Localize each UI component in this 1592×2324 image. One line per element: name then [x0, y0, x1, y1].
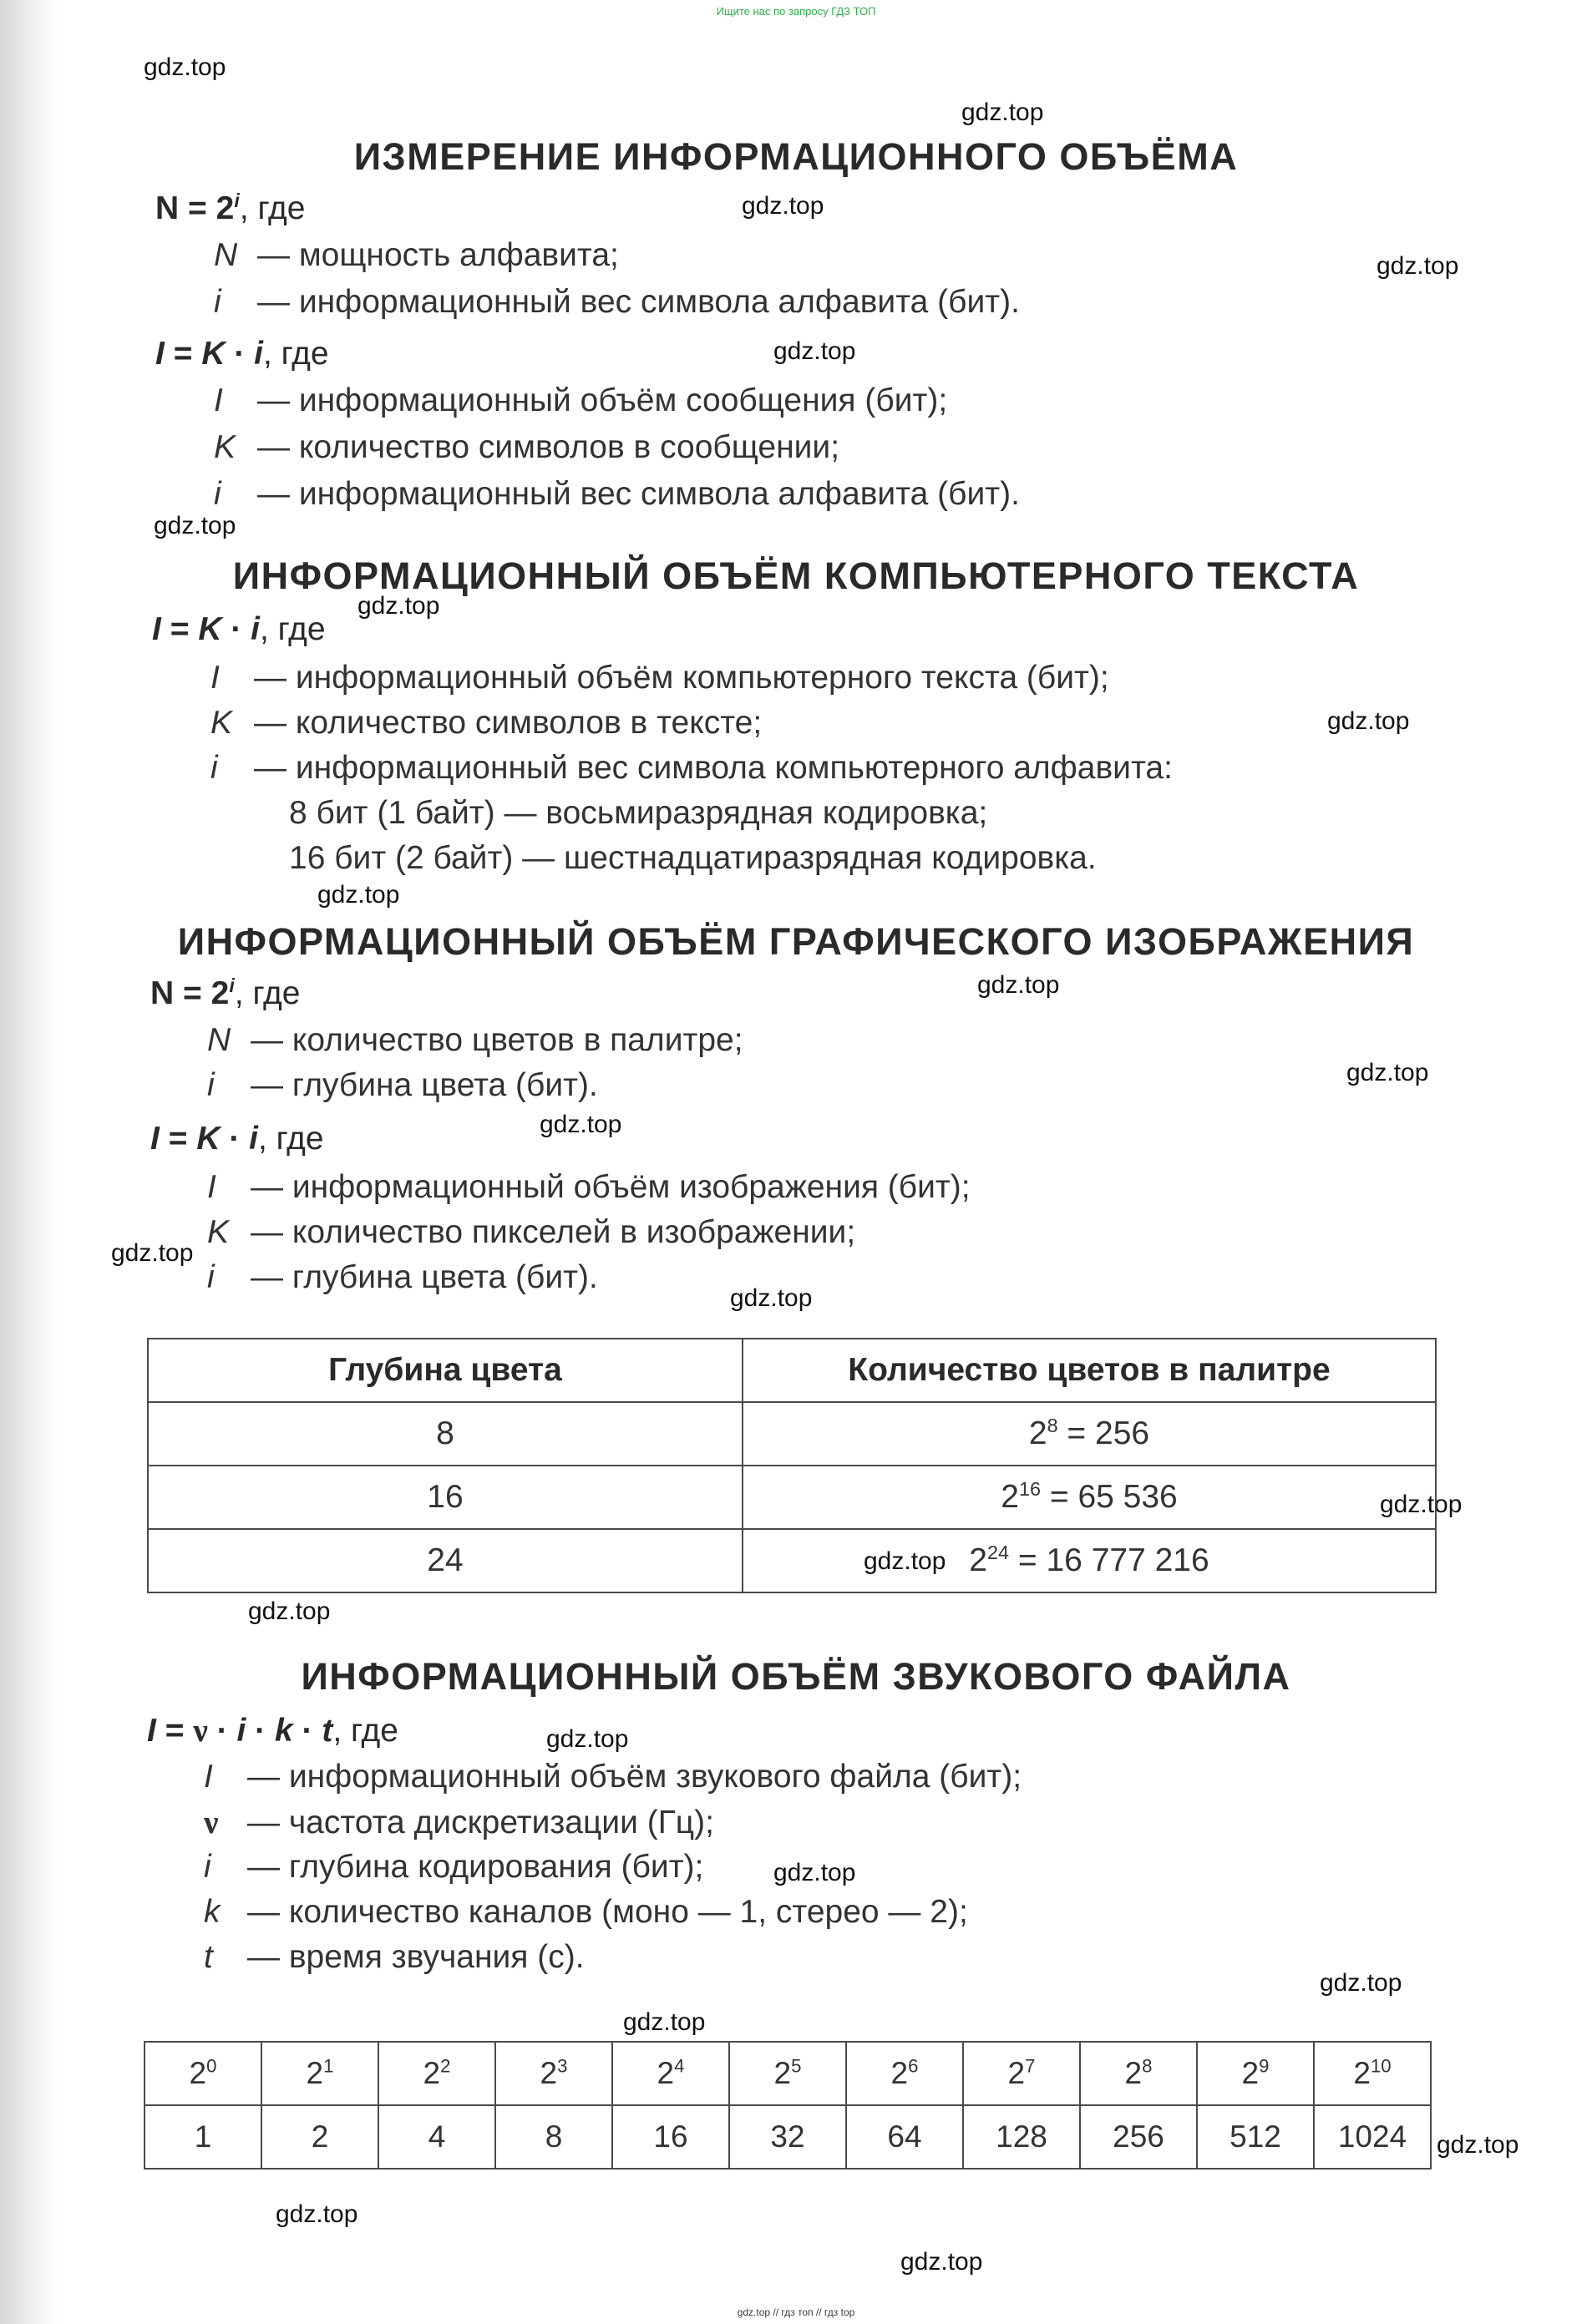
watermark: gdz.top	[1346, 1059, 1429, 1086]
definition-line: i — глубина кодирования (бит);	[204, 1849, 704, 1885]
value-cell: 128	[963, 2105, 1080, 2169]
power-cell: $2^{10}$	[1314, 2042, 1431, 2105]
watermark: gdz.top	[977, 971, 1060, 999]
watermark: gdz.top	[1327, 707, 1410, 735]
power-cell: $2^3$	[495, 2042, 612, 2105]
definition-line: N — количество цветов в палитре;	[207, 1022, 743, 1058]
value-cell: 256	[1080, 2105, 1197, 2169]
value-cell: 1	[144, 2105, 261, 2169]
depth-cell: 8	[148, 1402, 743, 1466]
watermark: gdz.top	[1377, 252, 1459, 280]
watermark: gdz.top	[154, 512, 236, 539]
value-cell: 4	[378, 2105, 495, 2169]
watermark: gdz.top	[730, 1284, 813, 1312]
formula-N-equals-2-pow-i: N = 2$^i$, где	[150, 975, 301, 1011]
definition-line: I — информационный объём звукового файла (бит);	[204, 1759, 1022, 1795]
values-row	[144, 2105, 1431, 2169]
watermark: gdz.top	[773, 337, 856, 365]
watermark: gdz.top	[248, 1597, 331, 1625]
watermark: gdz.top	[276, 2200, 358, 2228]
definition-line: K — количество символов в тексте;	[210, 705, 763, 741]
value-cell: 512	[1197, 2105, 1314, 2169]
formula-I-equals-nu-i-k-t: I = ν · i · k · t, где	[147, 1713, 398, 1749]
value-cell: 32	[729, 2105, 846, 2169]
definition-line: i — информационный вес символа компьютерного алфавита:	[210, 750, 1173, 786]
table-row	[148, 1466, 1436, 1529]
definition-line: i — глубина цвета (бит).	[207, 1259, 598, 1295]
power-cell: $2^4$	[612, 2042, 729, 2105]
table-header-row	[148, 1339, 1436, 1402]
watermark: gdz.top	[540, 1111, 622, 1138]
watermark: gdz.top	[357, 592, 440, 620]
definition-line: I — информационный объём изображения (бит);	[207, 1169, 971, 1205]
power-cell: $2^5$	[729, 2042, 846, 2105]
definition-line: I — информационный объём сообщения (бит);	[214, 382, 948, 418]
formula-I-equals-K-times-i: I = K · i, где	[152, 611, 326, 647]
top-search-hint[interactable]: Ищите нас по запросу ГДЗ ТОП	[716, 5, 876, 18]
watermark: gdz.top	[742, 192, 824, 220]
definition-line: i — информационный вес символа алфавита (бит).	[214, 284, 1020, 320]
watermark: gdz.top	[1380, 1491, 1463, 1518]
encoding-line: 16 бит (2 байт) — шестнадцатиразрядная кодировка.	[289, 840, 1097, 876]
definition-line: t — время звучания (с).	[204, 1939, 585, 1975]
power-cell: $2^0$	[144, 2042, 261, 2105]
section-title-sound-file: ИНФОРМАЦИОННЫЙ ОБЪЁМ ЗВУКОВОГО ФАЙЛА	[301, 1655, 1291, 1698]
watermark: gdz.top	[773, 1859, 856, 1886]
power-cell: $2^2$	[378, 2042, 495, 2105]
colors-cell: $2^{24} = 16$ 777 216	[743, 1529, 1436, 1592]
definition-line: I — информационный объём компьютерного текста (бит);	[210, 660, 1109, 696]
definition-line: N — мощность алфавита;	[214, 237, 619, 273]
section-title-computer-text: ИНФОРМАЦИОННЫЙ ОБЪЁМ КОМПЬЮТЕРНОГО ТЕКСТА	[232, 554, 1360, 597]
depth-cell: 24	[148, 1529, 743, 1592]
value-cell: 64	[846, 2105, 963, 2169]
watermark: gdz.top	[546, 1725, 629, 1753]
color-depth-table	[147, 1338, 1437, 1593]
powers-row	[144, 2042, 1431, 2105]
definition-line: i — информационный вес символа алфавита (бит).	[214, 476, 1020, 512]
watermark: gdz.top	[1320, 1969, 1402, 1997]
watermark: gdz.top	[1437, 2131, 1519, 2159]
formula-N-equals-2-pow-i: N = 2$^i$, где	[155, 190, 306, 226]
colors-cell: $2^{16} = 65$ 536	[743, 1466, 1436, 1529]
definition-line: K — количество символов в сообщении;	[214, 429, 840, 465]
encoding-line: 8 бит (1 байт) — восьмиразрядная кодировка;	[289, 795, 988, 831]
definition-line: i — глубина цвета (бит).	[207, 1067, 598, 1103]
power-cell: $2^7$	[963, 2042, 1080, 2105]
powers-of-two-table	[144, 2041, 1432, 2170]
formula-I-equals-K-times-i: I = K · i, где	[150, 1121, 324, 1157]
watermark: gdz.top	[900, 2248, 983, 2276]
value-cell: 16	[612, 2105, 729, 2169]
power-cell: $2^1$	[261, 2042, 378, 2105]
bottom-footer-links[interactable]: gdz.top // гдз топ // гдз top	[737, 2306, 855, 2318]
watermark: gdz.top	[111, 1239, 194, 1267]
value-cell: 1024	[1314, 2105, 1431, 2169]
column-header-depth: Глубина цвета	[148, 1339, 743, 1402]
power-cell: $2^9$	[1197, 2042, 1314, 2105]
depth-cell: 16	[148, 1466, 743, 1529]
definition-line: ν — частота дискретизации (Гц);	[204, 1805, 714, 1840]
table-row	[148, 1402, 1436, 1466]
column-header-colors: Количество цветов в палитре	[743, 1339, 1436, 1402]
value-cell: 8	[495, 2105, 612, 2169]
power-cell: $2^8$	[1080, 2042, 1197, 2105]
watermark: gdz.top	[864, 1547, 946, 1575]
table-row	[148, 1529, 1436, 1592]
page-binding-edge	[0, 0, 58, 2324]
formula-I-equals-K-times-i: I = K · i, где	[155, 336, 329, 372]
colors-cell: $2^8 = 256$	[743, 1402, 1436, 1466]
watermark: gdz.top	[144, 53, 226, 81]
definition-line: K — количество пикселей в изображении;	[207, 1214, 856, 1250]
watermark: gdz.top	[623, 2008, 706, 2036]
watermark: gdz.top	[317, 881, 400, 909]
power-cell: $2^6$	[846, 2042, 963, 2105]
value-cell: 2	[261, 2105, 378, 2169]
watermark: gdz.top	[961, 99, 1044, 126]
section-title-graphic-image: ИНФОРМАЦИОННЫЙ ОБЪЁМ ГРАФИЧЕСКОГО ИЗОБРАЖЕНИЯ	[177, 920, 1415, 963]
section-title-measurement: ИЗМЕРЕНИЕ ИНФОРМАЦИОННОГО ОБЪЁМА	[353, 135, 1239, 178]
definition-line: k — количество каналов (моно — 1, стерео — 2);	[204, 1894, 968, 1930]
